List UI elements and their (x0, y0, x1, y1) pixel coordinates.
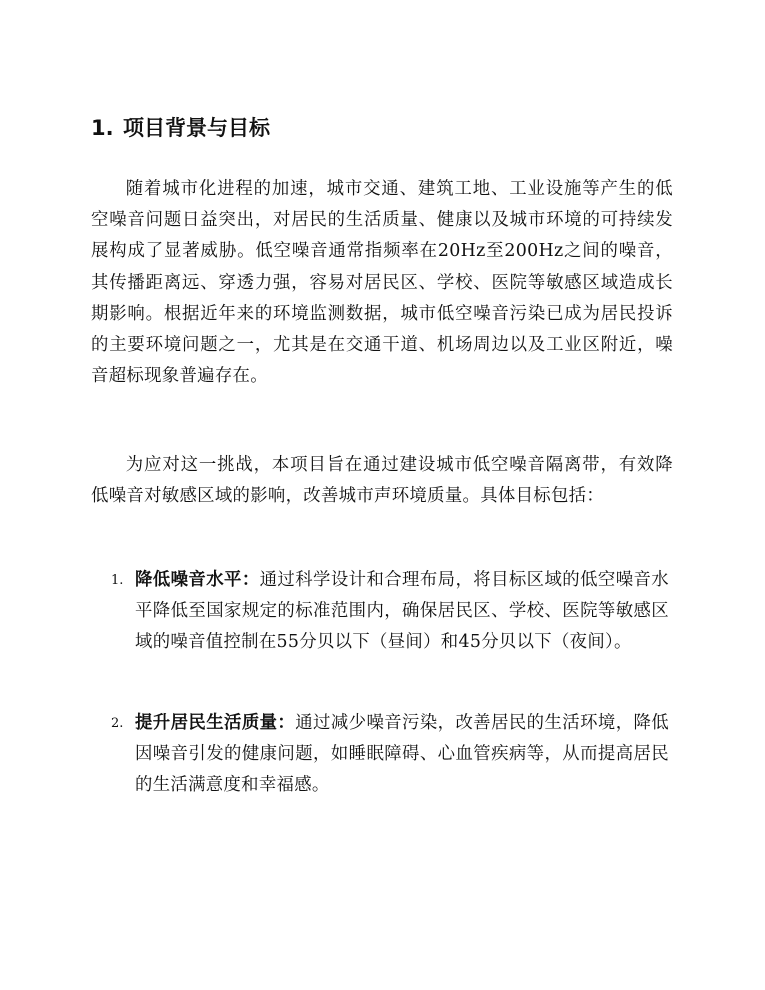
section-number: 1. (91, 116, 114, 140)
goal-intro-paragraph: 为应对这一挑战，本项目旨在通过建设城市低空噪音隔离带，有效降低噪音对敏感区域的影响，改善城市声环境质量。具体目标包括： (91, 455, 673, 507)
list-marker: 1. (111, 573, 124, 588)
section-title: 项目背景与目标 (123, 116, 270, 140)
list-item-body (135, 565, 669, 659)
list-item-body (135, 708, 669, 802)
list-item-title: 降低噪音水平： (135, 570, 260, 590)
list-item-text: 通过减少噪音污染，改善居民的生活环境，降低因噪音引发的健康问题，如睡眠障碍、心血管疾病等，从而提高居民的生活满意度和幸福感。 (135, 713, 669, 796)
list-item-text: 通过科学设计和合理布局，将目标区域的低空噪音水平降低至国家规定的标准范围内，确保居民区、学校、医院等敏感区域的噪音值控制在55分贝以下（昼间）和45分贝以下（夜间）。 (135, 570, 669, 653)
list-marker: 2. (111, 716, 124, 731)
list-item-title: 提升居民生活质量： (135, 713, 296, 733)
section-heading (91, 112, 270, 144)
background-paragraph: 随着城市化进程的加速，城市交通、建筑工地、工业设施等产生的低空噪音问题日益突出，对居民的生活质量、健康以及城市环境的可持续发展构成了显著威胁。低空噪音通常指频率在20Hz至200Hz之间的噪音，其传播距离远、穿透力强，容易对居民区、学校、医院等敏感区域造成长期影响。根据近年来的环境监测数据，城市低空噪音污染已成为居民投诉的主要环境问题之一，尤其是在交通干道、机场周边以及工业区附近，噪音超标现象普遍存在。 (91, 179, 673, 387)
